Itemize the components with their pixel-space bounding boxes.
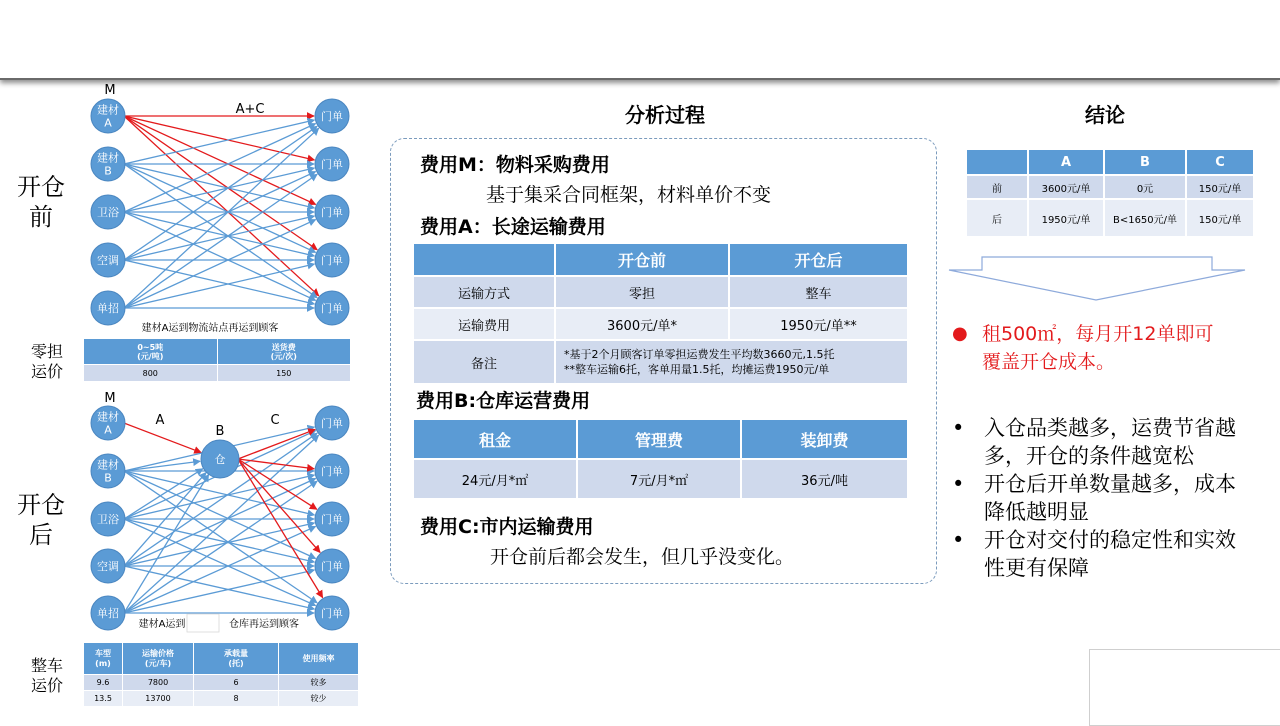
target-node — [315, 291, 349, 325]
after-b-label: B — [215, 424, 225, 439]
cost-m-title: 费用M：物料采购费用 — [420, 154, 610, 176]
cost-a-header: 开仓后 — [729, 243, 908, 276]
cost-b-cell: 36元/吨 — [741, 459, 908, 499]
source-node — [91, 596, 125, 630]
before-caption: 建材A运到物流站点再运到顾客 — [141, 323, 279, 334]
source-node-label: 建材 — [97, 151, 119, 165]
cost-a-cell: 运输费用 — [413, 308, 555, 340]
cost-m-desc: 基于集采合同框架，材料单价不变 — [486, 184, 772, 206]
cost-b-cell: 24元/月*㎡ — [413, 459, 577, 499]
bullet-text: 开仓对交付的稳定性和实效性更有保障 — [984, 528, 1236, 580]
ltl-cell: 800 — [84, 365, 218, 382]
conclusion-header: A — [1028, 149, 1104, 175]
source-node-label: 卫浴 — [97, 206, 119, 219]
ltl-header-1: 送货费 (元/次) — [217, 339, 351, 365]
red-point-line2: 覆盖开仓成本。 — [982, 351, 1116, 373]
after-label: 开仓 后 — [17, 491, 65, 549]
source-node-label: 空调 — [97, 560, 119, 573]
cost-a-title: 费用A：长途运输费用 — [420, 216, 606, 238]
source-node-label: 建材 — [97, 103, 119, 117]
before-label: 开仓 前 — [17, 173, 65, 231]
conclusion-header: B — [1104, 149, 1186, 175]
target-node — [315, 243, 349, 277]
conclusion-title: 结论 — [1085, 103, 1125, 127]
source-node — [91, 147, 125, 181]
ftl-header-3: 使用频率 — [279, 643, 359, 675]
before-diagram — [80, 78, 370, 340]
red-arrow — [238, 459, 317, 509]
source-node — [91, 291, 125, 325]
blue-arrow — [124, 478, 316, 566]
source-node-label: 建材 — [97, 410, 119, 424]
conclusion-cell: B<1650元/单 — [1104, 199, 1186, 237]
cost-a-cell: 整车 — [729, 276, 908, 308]
ftl-header-0: 车型 (m) — [84, 643, 123, 675]
source-node — [91, 549, 125, 583]
source-node — [91, 454, 125, 488]
red-arrow — [238, 459, 314, 469]
cost-a-header — [413, 243, 555, 276]
caption-mask — [187, 614, 219, 632]
analysis-title: 分析过程 — [625, 103, 705, 127]
source-node-label: A — [104, 116, 112, 130]
after-m-label: M — [104, 391, 116, 406]
before-m-label: M — [104, 83, 116, 98]
source-node-label: 建材 — [97, 458, 119, 472]
red-arrow — [238, 429, 315, 459]
conclusion-cell: 0元 — [1104, 175, 1186, 199]
cost-c-title: 费用C:市内运输费用 — [420, 516, 594, 538]
before-route-label: A+C — [235, 102, 265, 117]
source-node-label: 单招 — [97, 302, 119, 315]
cost-a-cell: 零担 — [555, 276, 729, 308]
ftl-label: 整车 运价 — [30, 656, 63, 695]
cost-a-note-line: *基于2个月顾客订单零担运费发生平均数3660元,1.5托 — [564, 348, 835, 361]
after-diagram — [80, 386, 370, 640]
blue-arrow — [124, 220, 316, 308]
ftl-table — [83, 642, 359, 707]
source-node-label: 卫浴 — [97, 513, 119, 526]
conclusion-cell: 3600元/单 — [1028, 175, 1104, 199]
red-arrow — [124, 116, 316, 204]
ltl-cell: 150 — [217, 365, 351, 382]
cost-a-table — [412, 242, 909, 385]
target-node-label: 门单 — [321, 158, 343, 171]
conclusion-cell: 150元/单 — [1186, 175, 1254, 199]
bullet-item — [952, 470, 1242, 526]
cost-a-cell: 运输方式 — [413, 276, 555, 308]
blue-arrow — [124, 475, 314, 519]
cost-b-title: 费用B:仓库运营费用 — [416, 390, 591, 412]
target-node-label: 门单 — [321, 417, 343, 430]
blue-arrow — [124, 172, 316, 260]
cost-b-header: 租金 — [413, 419, 577, 459]
source-node-label: B — [104, 164, 112, 178]
conclusion-cell: 后 — [966, 199, 1028, 237]
target-node-label: 门单 — [321, 607, 343, 620]
ftl-cell: 9.6 — [84, 675, 123, 691]
ftl-cell: 7800 — [123, 675, 194, 691]
red-point-line1: 租500㎡，每月开12单即可 — [982, 323, 1214, 345]
ftl-cell: 较少 — [279, 691, 359, 707]
target-node-label: 门单 — [321, 465, 343, 478]
target-node-label: 门单 — [321, 254, 343, 267]
cost-a-note — [555, 340, 908, 384]
target-node — [315, 549, 349, 583]
ftl-cell: 13700 — [123, 691, 194, 707]
source-node-label: A — [104, 423, 112, 437]
source-node-label: B — [104, 471, 112, 485]
cost-b-header: 装卸费 — [741, 419, 908, 459]
conclusion-cell: 前 — [966, 175, 1028, 199]
ltl-header-0: 0~5吨 (元/吨) — [84, 339, 218, 365]
target-node-label: 门单 — [321, 302, 343, 315]
warehouse-node-label: 仓 — [214, 453, 226, 466]
conclusion-table — [965, 148, 1255, 238]
target-node — [315, 502, 349, 536]
conclusion-bullets — [952, 414, 1242, 582]
target-node — [315, 406, 349, 440]
after-caption-left: 建材A运到 — [138, 619, 186, 630]
bullet-dot-icon: • — [952, 416, 965, 440]
target-node-label: 门单 — [321, 110, 343, 123]
source-node-label: 单招 — [97, 607, 119, 620]
conclusion-cell: 150元/单 — [1186, 199, 1254, 237]
target-node — [315, 99, 349, 133]
cost-b-header: 管理费 — [577, 419, 741, 459]
cost-c-desc: 开仓前后都会发生，但几乎没变化。 — [490, 546, 795, 568]
red-point — [952, 320, 1252, 376]
red-arrow — [238, 459, 320, 552]
blue-arrow — [124, 474, 209, 613]
target-node — [315, 454, 349, 488]
blue-arrow — [124, 164, 316, 252]
ftl-cell: 6 — [194, 675, 279, 691]
after-a-label: A — [155, 413, 165, 428]
blue-arrow — [124, 124, 316, 212]
ltl-label: 零担 运价 — [30, 342, 63, 381]
bullet-text: 入仓品类越多，运费节省越多，开仓的条件越宽松 — [984, 416, 1236, 468]
cost-a-cell: 3600元/单* — [555, 308, 729, 340]
ftl-cell: 8 — [194, 691, 279, 707]
source-node — [91, 243, 125, 277]
blue-arrow — [124, 212, 316, 300]
source-node-label: 空调 — [97, 254, 119, 267]
red-bullet-icon: ● — [952, 323, 968, 344]
after-c-label: C — [270, 413, 280, 428]
header-bar — [0, 0, 1280, 80]
cost-a-note-line: **整车运输6托，客单用量1.5托，均摊运费1950元/单 — [564, 363, 830, 376]
conclusion-header — [966, 149, 1028, 175]
ftl-header-1: 运输价格 (元/车) — [123, 643, 194, 675]
target-node — [315, 195, 349, 229]
ftl-cell: 较多 — [279, 675, 359, 691]
conclusion-cell: 1950元/单 — [1028, 199, 1104, 237]
bullet-text: 开仓后开单数量越多，成本降低越明显 — [984, 472, 1236, 524]
bullet-item — [952, 526, 1242, 582]
cost-a-note-label: 备注 — [413, 340, 555, 384]
source-node — [91, 99, 125, 133]
cost-b-table — [412, 418, 909, 500]
corner-box — [1089, 649, 1280, 726]
source-node — [91, 406, 125, 440]
ftl-cell: 13.5 — [84, 691, 123, 707]
target-node-label: 门单 — [321, 206, 343, 219]
target-node — [315, 147, 349, 181]
warehouse-node — [201, 440, 239, 478]
target-node — [315, 596, 349, 630]
bullet-dot-icon: • — [952, 528, 965, 552]
ftl-header-2: 承载量 (托) — [194, 643, 279, 675]
target-node-label: 门单 — [321, 513, 343, 526]
conclusion-header: C — [1186, 149, 1254, 175]
bullet-dot-icon: • — [952, 472, 965, 496]
ltl-table — [83, 338, 351, 382]
bullet-item — [952, 414, 1242, 470]
source-node — [91, 195, 125, 229]
target-node-label: 门单 — [321, 560, 343, 573]
down-arrow-icon — [948, 256, 1248, 302]
cost-a-cell: 1950元/单** — [729, 308, 908, 340]
cost-a-header: 开仓前 — [555, 243, 729, 276]
after-caption-right: 仓库再运到顾客 — [229, 619, 299, 630]
source-node — [91, 502, 125, 536]
cost-b-cell: 7元/月*㎡ — [577, 459, 741, 499]
